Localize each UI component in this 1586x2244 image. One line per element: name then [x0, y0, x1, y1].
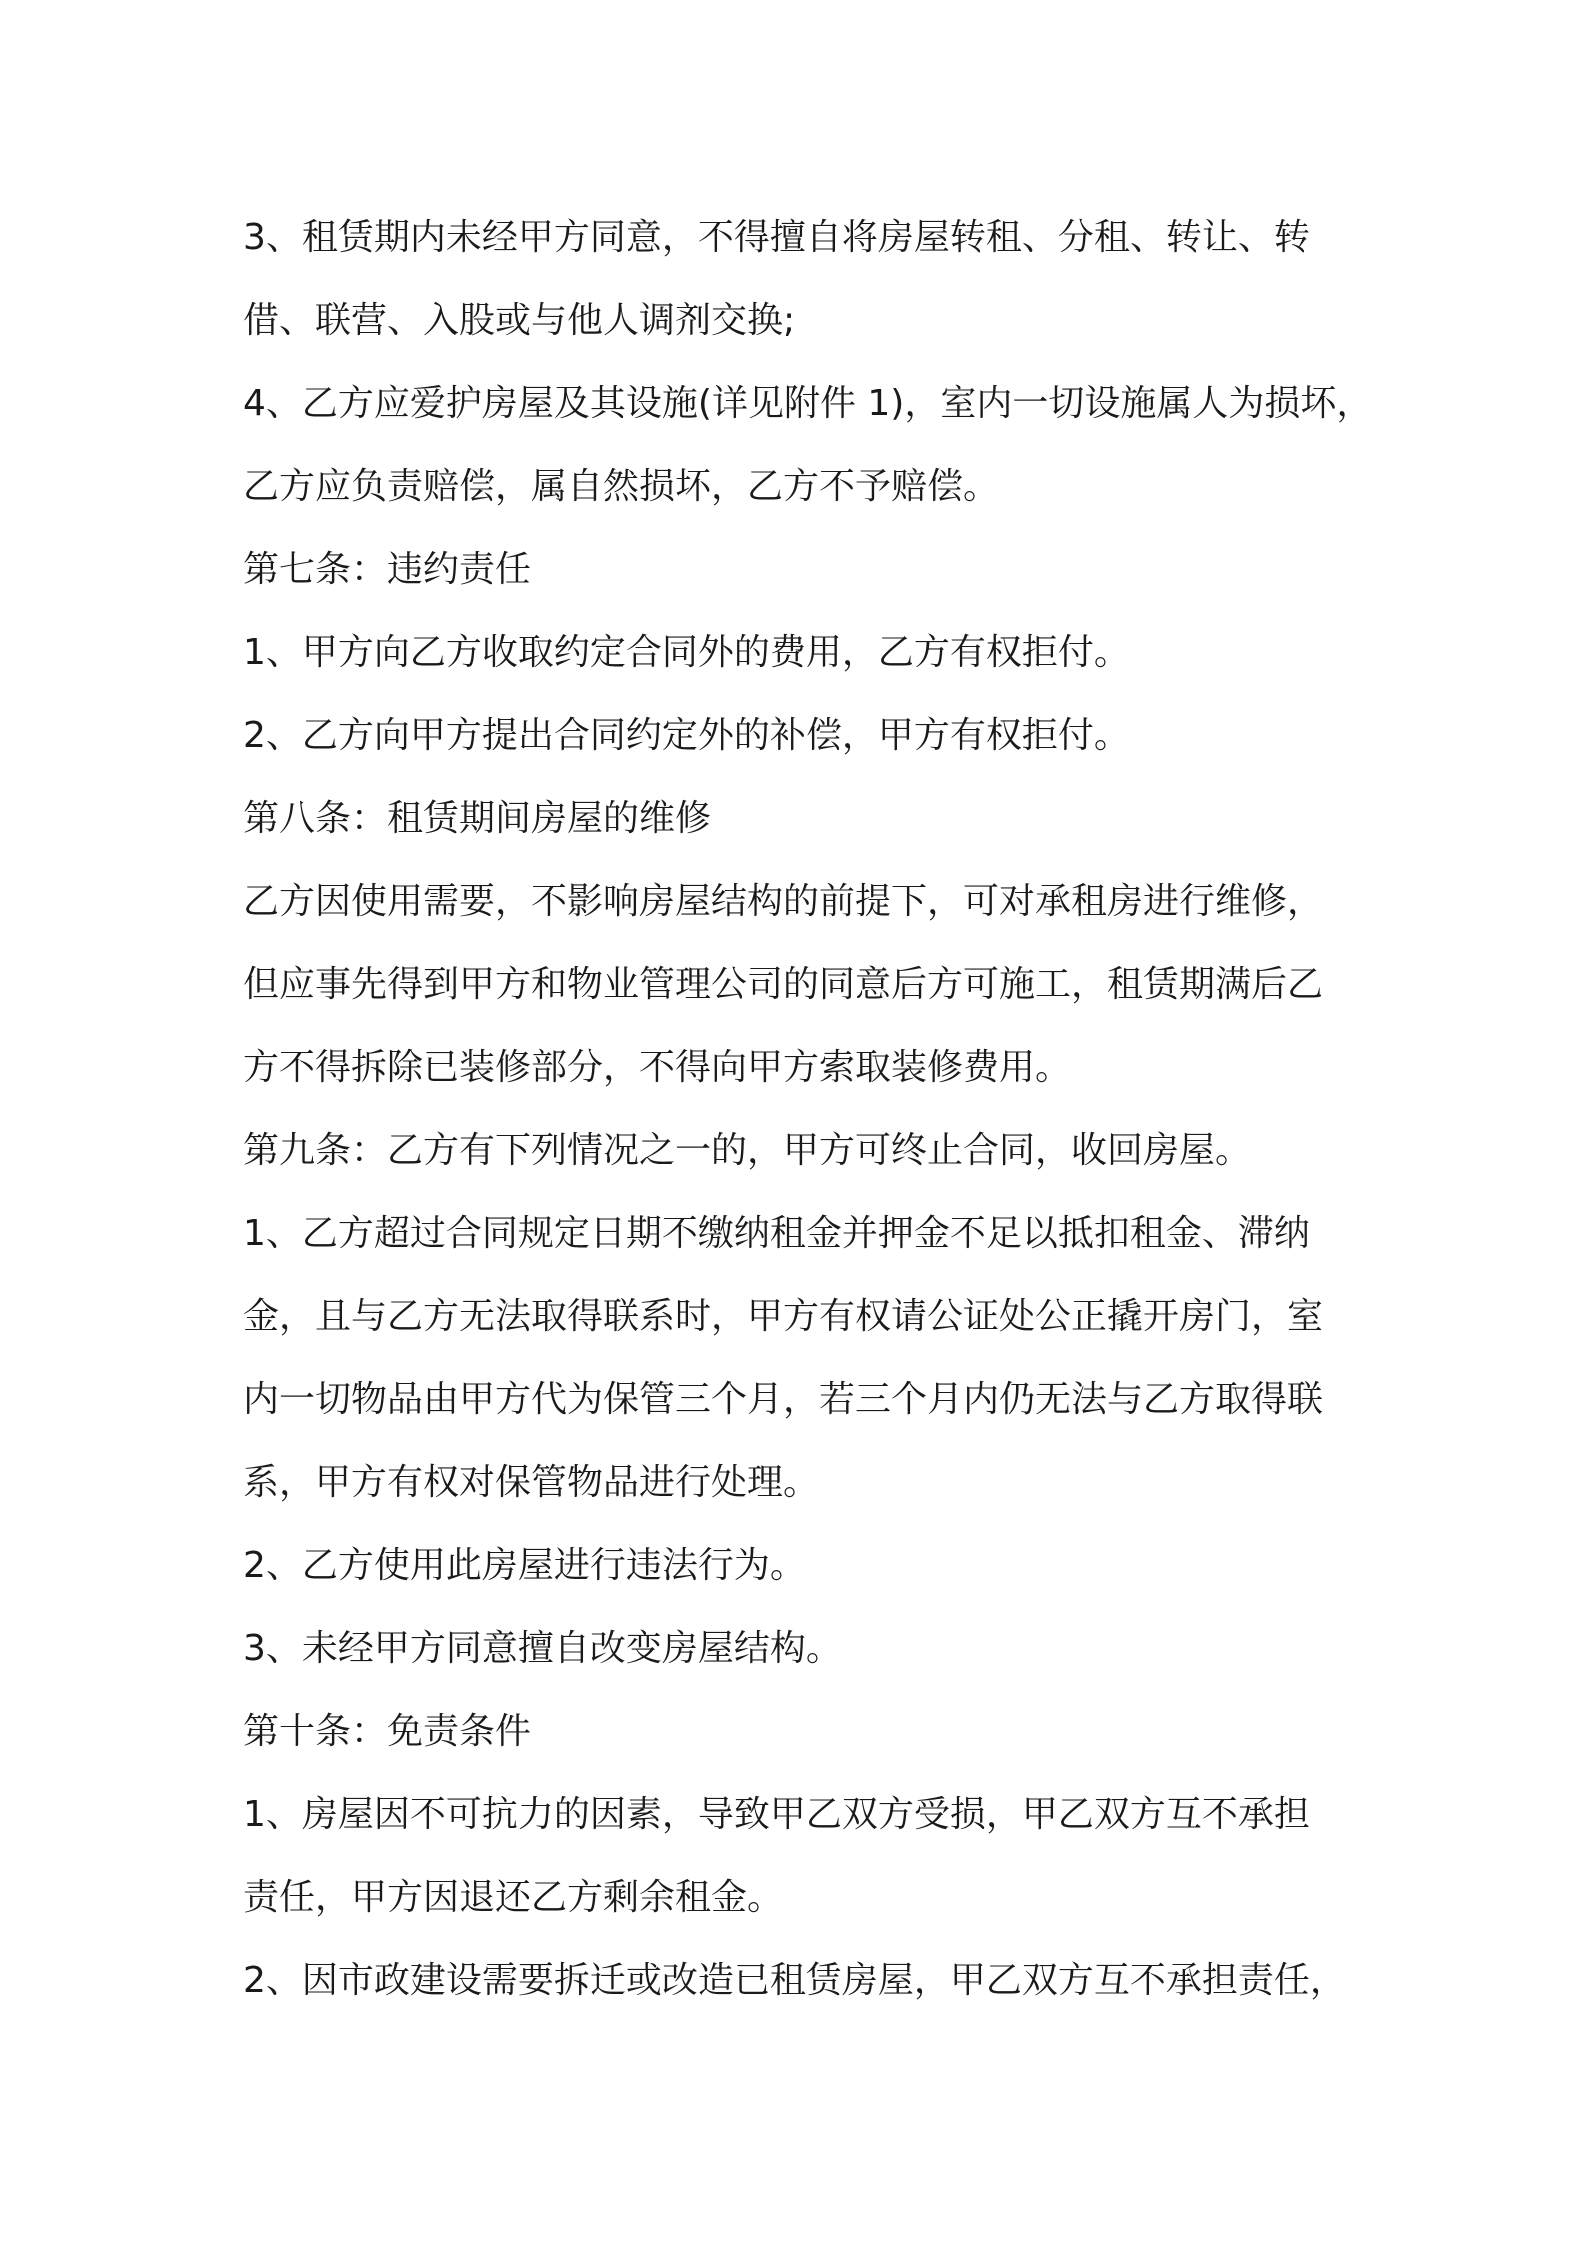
article-9-heading: 第九条：乙方有下列情况之一的，甲方可终止合同，收回房屋。: [243, 1130, 1252, 1171]
article-9-item-1-line-1: 1、乙方超过合同规定日期不缴纳租金并押金不足以抵扣租金、滞纳: [243, 1213, 1310, 1254]
article-7-item-2: 2、乙方向甲方提出合同约定外的补偿，甲方有权拒付。: [243, 715, 1130, 756]
article-10-item-1-line-1: 1、房屋因不可抗力的因素，导致甲乙双方受损，甲乙双方互不承担: [243, 1794, 1310, 1835]
article-10-item-1-line-2: 责任，甲方因退还乙方剩余租金。: [243, 1877, 784, 1918]
article-7-heading: 第七条：违约责任: [243, 549, 532, 590]
clause-3-line-2: 借、联营、入股或与他人调剂交换;: [243, 300, 796, 341]
article-9-item-1-line-3: 内一切物品由甲方代为保管三个月，若三个月内仍无法与乙方取得联: [243, 1379, 1324, 1420]
article-8-line-2: 但应事先得到甲方和物业管理公司的同意后方可施工，租赁期满后乙: [243, 964, 1324, 1005]
article-9-item-1-line-2: 金，且与乙方无法取得联系时，甲方有权请公证处公正撬开房门，室: [243, 1296, 1324, 1337]
clause-3-line-1: 3、租赁期内未经甲方同意，不得擅自将房屋转租、分租、转让、转: [243, 217, 1310, 258]
article-10-item-2-line-1: 2、因市政建设需要拆迁或改造已租赁房屋，甲乙双方互不承担责任，: [243, 1960, 1346, 2001]
article-8-heading: 第八条：租赁期间房屋的维修: [243, 798, 712, 839]
article-8-line-1: 乙方因使用需要，不影响房屋结构的前提下，可对承租房进行维修，: [243, 881, 1324, 922]
clause-4-line-2: 乙方应负责赔偿，属自然损坏，乙方不予赔偿。: [243, 466, 1000, 507]
clause-4-line-1: 4、乙方应爱护房屋及其设施(详见附件 1)，室内一切设施属人为损坏，: [243, 383, 1373, 424]
article-8-line-3: 方不得拆除已装修部分，不得向甲方索取装修费用。: [243, 1047, 1072, 1088]
article-7-item-1: 1、甲方向乙方收取约定合同外的费用，乙方有权拒付。: [243, 632, 1130, 673]
contract-text: [243, 196, 1373, 2022]
article-10-heading: 第十条：免责条件: [243, 1711, 532, 1752]
article-9-item-2: 2、乙方使用此房屋进行违法行为。: [243, 1545, 806, 1586]
article-9-item-3: 3、未经甲方同意擅自改变房屋结构。: [243, 1628, 842, 1669]
article-9-item-1-line-4: 系，甲方有权对保管物品进行处理。: [243, 1462, 820, 1503]
